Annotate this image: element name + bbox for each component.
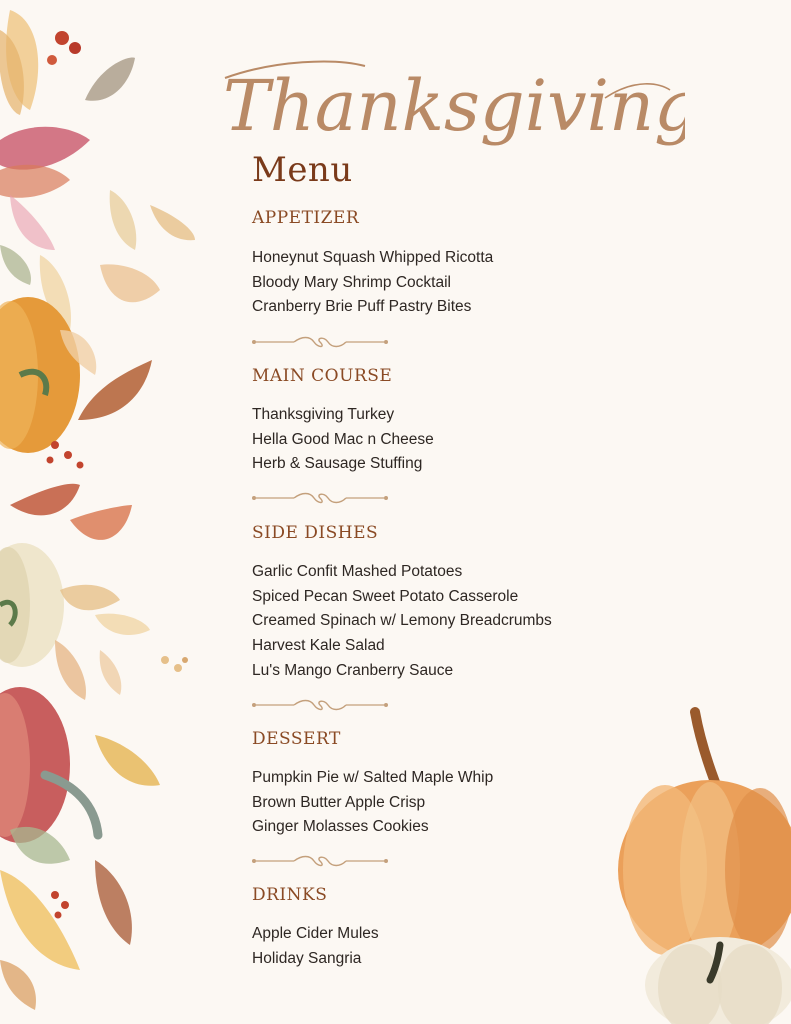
menu-item: Holiday Sangria bbox=[252, 949, 362, 967]
menu-item: Pumpkin Pie w/ Salted Maple Whip bbox=[252, 769, 494, 786]
menu-item: Harvest Kale Salad bbox=[252, 637, 385, 655]
section-heading-drinks: DRINKS bbox=[252, 885, 328, 905]
menu-item: Hella Good Mac n Cheese bbox=[252, 430, 434, 448]
menu-item: Apple Cider Mules bbox=[252, 925, 379, 942]
ornamental-divider-icon bbox=[252, 698, 388, 712]
section-heading-dessert: DESSERT bbox=[252, 729, 341, 749]
menu-item: Creamed Spinach w/ Lemony Breadcrumbs bbox=[252, 612, 552, 630]
section-items-dessert bbox=[252, 766, 493, 840]
section-heading-appetizer: APPETIZER bbox=[252, 208, 360, 228]
menu-item: Herb & Sausage Stuffing bbox=[252, 455, 423, 473]
ornamental-divider-icon bbox=[252, 491, 388, 505]
section-heading-main-course: MAIN COURSE bbox=[252, 366, 393, 386]
menu-item: Bloody Mary Shrimp Cocktail bbox=[252, 273, 451, 291]
title bbox=[215, 38, 685, 158]
section-items-drinks bbox=[252, 922, 379, 971]
title-text: Thanksgiving bbox=[223, 65, 685, 147]
menu-item: Spiced Pecan Sweet Potato Casserole bbox=[252, 587, 519, 605]
section-items-side-dishes bbox=[252, 560, 552, 683]
subtitle: Menu bbox=[252, 150, 353, 190]
section-items-appetizer bbox=[252, 246, 493, 320]
pumpkins-illustration bbox=[610, 700, 791, 1024]
menu-item: Garlic Confit Mashed Potatoes bbox=[252, 563, 463, 580]
section-items-main-course bbox=[252, 403, 434, 477]
menu-item: Ginger Molasses Cookies bbox=[252, 818, 429, 836]
section-heading-side-dishes: SIDE DISHES bbox=[252, 523, 379, 543]
menu-item: Lu's Mango Cranberry Sauce bbox=[252, 661, 454, 679]
menu-item: Brown Butter Apple Crisp bbox=[252, 793, 426, 811]
ornamental-divider-icon bbox=[252, 335, 388, 349]
autumn-leaves-illustration bbox=[0, 0, 210, 1024]
menu-item: Honeynut Squash Whipped Ricotta bbox=[252, 249, 494, 266]
ornamental-divider-icon bbox=[252, 854, 388, 868]
menu-item: Thanksgiving Turkey bbox=[252, 406, 395, 423]
menu-item: Cranberry Brie Puff Pastry Bites bbox=[252, 298, 472, 316]
